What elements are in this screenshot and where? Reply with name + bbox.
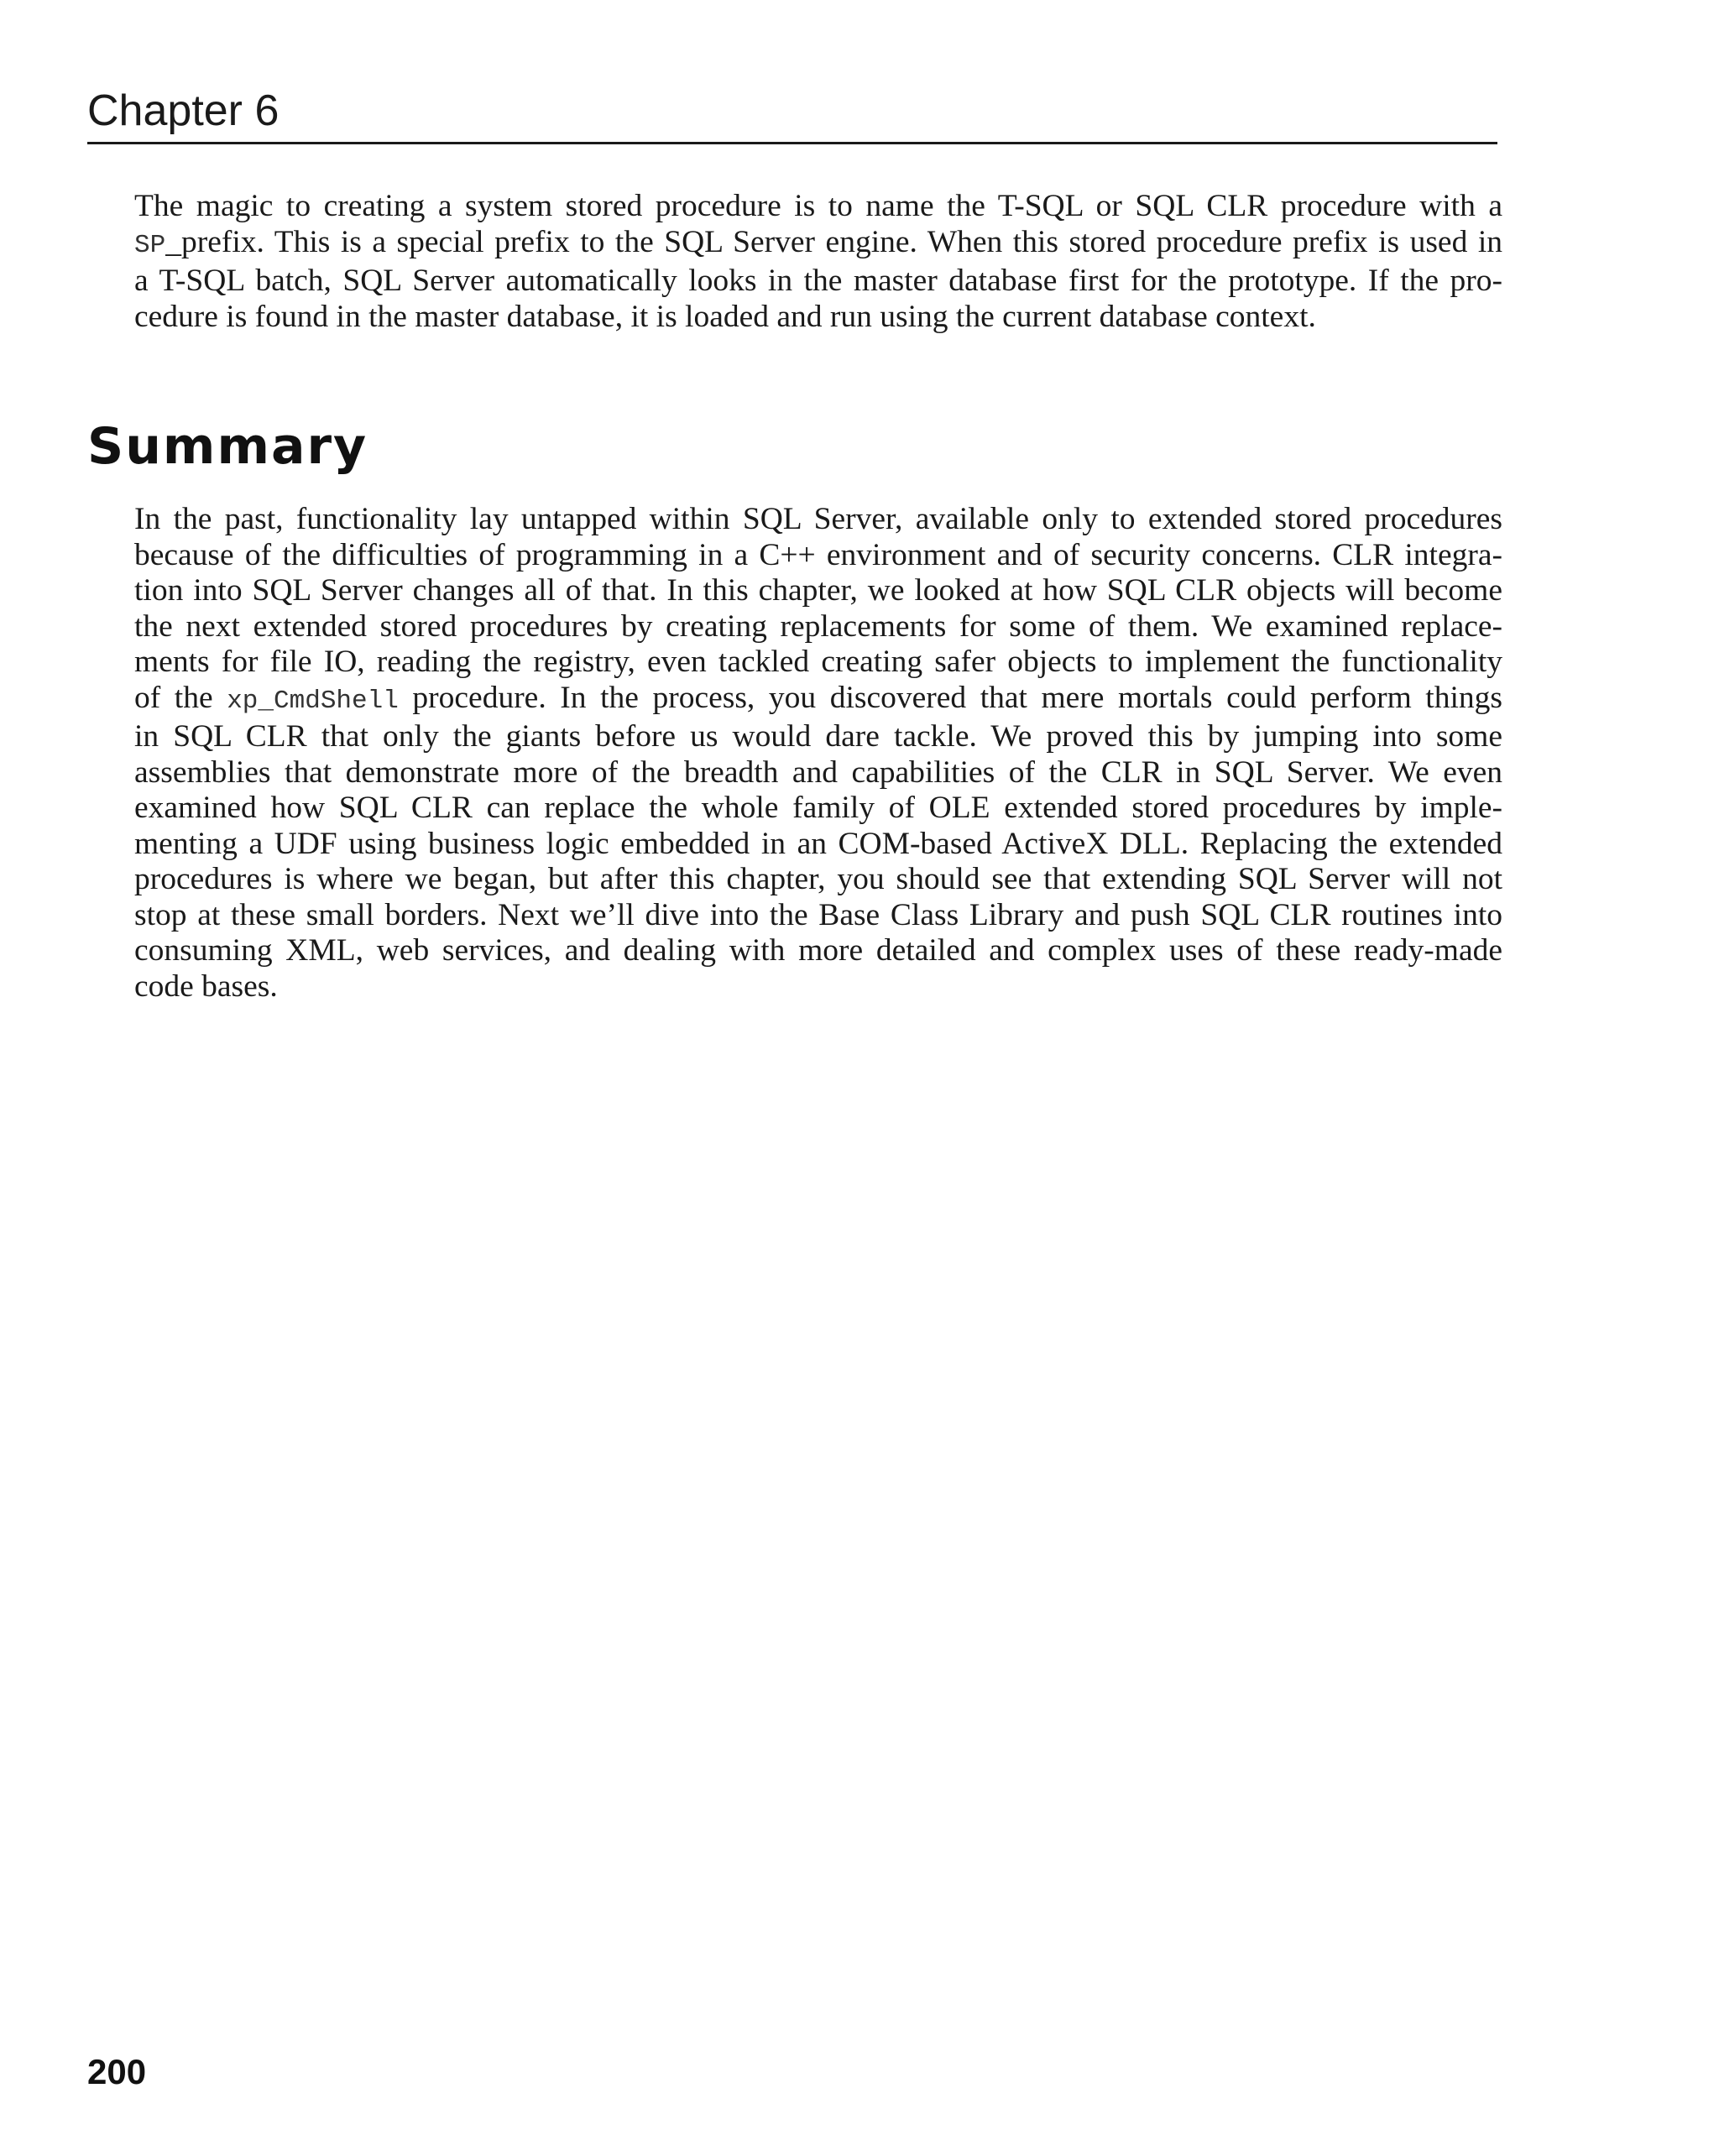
running-header bbox=[87, 84, 1497, 144]
inline-code-sp: SP bbox=[134, 230, 166, 260]
paragraph-line: a T-SQL batch, SQL Server automatically looks in the master database first for the prototype. If the pro- bbox=[134, 264, 1502, 298]
paragraph-line: assemblies that demonstrate more of the breadth and capabilities of the CLR in SQL Server. We even bbox=[134, 754, 1502, 790]
paragraph-line bbox=[134, 225, 1502, 264]
paragraph-line: stop at these small borders. Next we’ll dive into the Base Class Library and push SQL CLR routines into bbox=[134, 897, 1502, 932]
paragraph-line: consuming XML, web services, and dealing with more detailed and complex uses of these ready-made bbox=[134, 933, 1502, 968]
paragraph-line-text: _prefix. This is a special prefix to the SQL Server engine. When this stored procedure prefix is used in bbox=[165, 224, 1502, 259]
paragraph-line: code bases. bbox=[134, 968, 278, 1004]
chapter-label: Chapter 6 bbox=[87, 86, 280, 135]
paragraph-line: tion into SQL Server changes all of that. In this chapter, we looked at how SQL CLR objects will become bbox=[134, 573, 1502, 608]
paragraph-line: menting a UDF using business logic embedded in an COM-based ActiveX DLL. Replacing the extended bbox=[134, 826, 1502, 861]
section-title: Summary bbox=[87, 417, 368, 476]
inline-code-xp-cmdshell: xp_CmdShell bbox=[227, 686, 399, 716]
summary-paragraph bbox=[134, 502, 1502, 1005]
paragraph-line-text: of the bbox=[134, 680, 213, 715]
intro-paragraph bbox=[134, 189, 1502, 335]
page-number: 200 bbox=[87, 2052, 147, 2091]
paragraph-line: The magic to creating a system stored procedure is to name the T-SQL or SQL CLR procedure with a bbox=[134, 189, 1502, 223]
paragraph-line: in SQL CLR that only the giants before us would dare tackle. We proved this by jumping into some bbox=[134, 719, 1502, 754]
paragraph-line bbox=[134, 681, 1502, 720]
paragraph-line: cedure is found in the master database, it is loaded and run using the current database context. bbox=[134, 299, 1316, 334]
paragraph-line: procedures is where we began, but after this chapter, you should see that extending SQL Server will not bbox=[134, 862, 1502, 896]
paragraph-line: examined how SQL CLR can replace the whole family of OLE extended stored procedures by imple- bbox=[134, 791, 1502, 825]
paragraph-line: because of the difficulties of programming in a C++ environment and of security concerns. CLR integra- bbox=[134, 537, 1502, 572]
paragraph-line: the next extended stored procedures by creating replacements for some of them. We examined replace- bbox=[134, 608, 1502, 644]
paragraph-line-text: procedure. In the process, you discovered that mere mortals could perform things bbox=[412, 680, 1502, 715]
paragraph-line: In the past, functionality lay untapped within SQL Server, available only to extended stored procedures bbox=[134, 502, 1502, 536]
paragraph-line: ments for file IO, reading the registry, even tackled creating safer objects to implement the functionality bbox=[134, 645, 1502, 679]
